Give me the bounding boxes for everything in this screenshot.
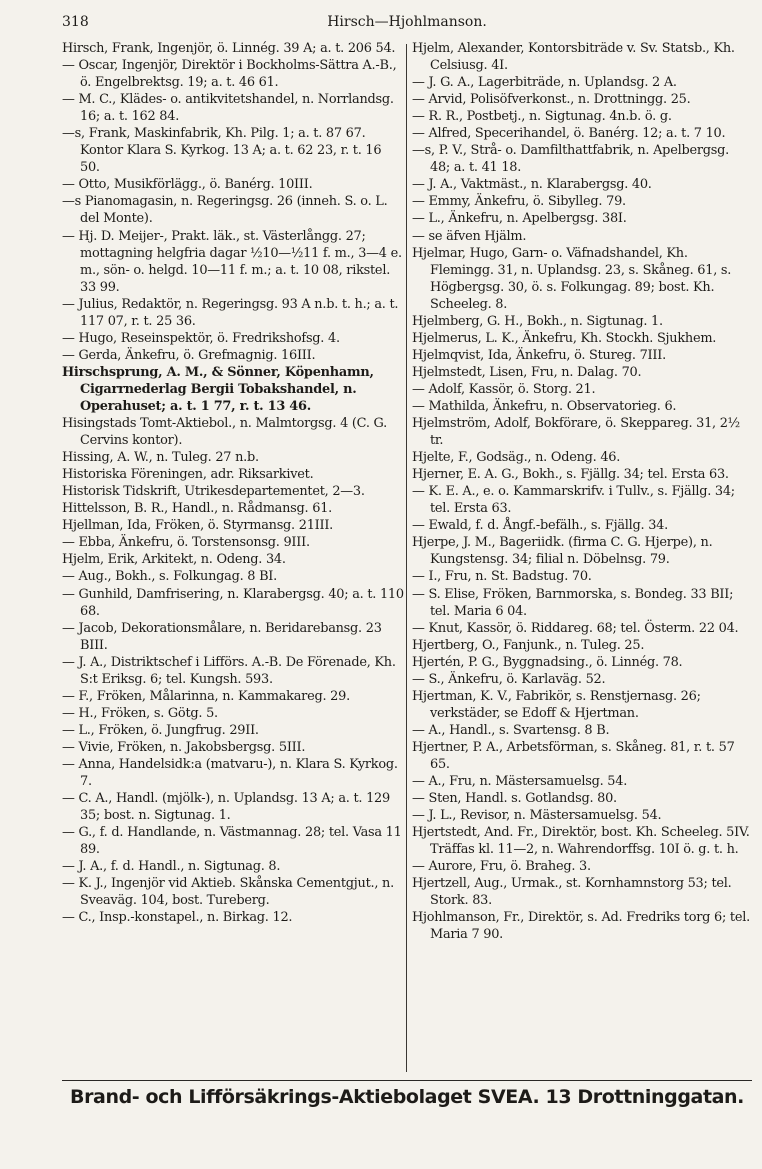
directory-entry: — K. E. A., e. o. Kammarskrifv. i Tullv., s. Fjällg. 34; tel. Ersta 63.: [412, 484, 735, 517]
directory-entry: Historiska Föreningen, adr. Riksarkivet.: [62, 467, 314, 483]
directory-entry: — C. A., Handl. (mjölk-), n. Uplandsg. 13 A; a. t. 129 35; bost. n. Sigtunag. 1.: [62, 791, 390, 824]
directory-entry: Hittelsson, B. R., Handl., n. Rådmansg. 61.: [62, 501, 332, 517]
directory-entry: Hjertman, K. V., Fabrikör, s. Renstjernasg. 26; verkstäder, se Edoff & Hjertman.: [412, 688, 701, 721]
directory-entry: — Adolf, Kassör, ö. Storg. 21.: [412, 381, 596, 397]
column-divider: [406, 44, 407, 1072]
directory-entry: —s Pianomagasin, n. Regeringsg. 26 (inneh. S. o. L. del Monte).: [62, 194, 388, 227]
directory-entry: — Emmy, Änkefru, ö. Sibylleg. 79.: [412, 194, 626, 210]
directory-entry: Hirschsprung, A. M., & Sönner, Köpenhamn, Cigarrnederlag Bergii Tobakshandel, n. Operahuset; a. t. 1 77, r. t. 13 46.: [62, 364, 374, 414]
directory-entry: — Hugo, Reseinspektör, ö. Fredrikshofsg. 4.: [62, 330, 340, 346]
directory-entry: Hjelmqvist, Ida, Änkefru, ö. Stureg. 7III.: [412, 347, 666, 363]
page-number: 318: [62, 14, 89, 30]
directory-entry: — A., Fru, n. Mästersamuelsg. 54.: [412, 774, 628, 790]
directory-entry: — J. L., Revisor, n. Mästersamuelsg. 54.: [412, 808, 662, 824]
directory-entry: — Hj. D. Meijer-, Prakt. läk., st. Västerlångg. 27; mottagning helgfria dagar ½10—½11 f. m., 3—4 e. m., sön- o. helgd. 10—11 f. m.; a. t. 10 08, rikstel. 33 99.: [62, 228, 402, 295]
directory-entry: — K. J., Ingenjör vid Aktieb. Skånska Cementgjut., n. Sveaväg. 104, bost. Tureberg.: [62, 876, 394, 909]
directory-entry: Hjerner, E. A. G., Bokh., s. Fjällg. 34; tel. Ersta 63.: [412, 467, 729, 483]
directory-entry: — Otto, Musikförlägg., ö. Banérg. 10III.: [62, 177, 313, 193]
running-title: Hirsch—Hjohlmanson.: [327, 14, 487, 30]
directory-entry: — Jacob, Dekorationsmålare, n. Beridarebansg. 23 BIII.: [62, 620, 382, 653]
directory-entry: — Ewald, f. d. Ångf.-befälh., s. Fjällg. 34.: [412, 518, 668, 534]
directory-entry: Hjelm, Alexander, Kontorsbiträde v. Sv. Statsb., Kh. Celsiusg. 4I.: [412, 41, 735, 74]
directory-entry: — Vivie, Fröken, n. Jakobsbergsg. 5III.: [62, 739, 306, 755]
directory-entry: Hjertstedt, And. Fr., Direktör, bost. Kh. Scheeleg. 5IV. Träffas kl. 11—2, n. Wahrendorffsg. 10I ö. g. t. h.: [412, 825, 750, 858]
directory-entry: — M. C., Klädes- o. antikvitetshandel, n. Norrlandsg. 16; a. t. 162 84.: [62, 92, 394, 125]
directory-entry: —s, Frank, Maskinfabrik, Kh. Pilg. 1; a. t. 87 67. Kontor Klara S. Kyrkog. 13 A; a. t. 62 23, r. t. 16 50.: [62, 126, 382, 176]
directory-entry: Hjelte, F., Godsäg., n. Odeng. 46.: [412, 450, 621, 466]
directory-entry: — Sten, Handl. s. Gotlandsg. 80.: [412, 791, 617, 807]
directory-entry: — R. R., Postbetj., n. Sigtunag. 4n.b. ö. g.: [412, 109, 672, 125]
directory-entry: — S. Elise, Fröken, Barnmorska, s. Bondeg. 33 BII; tel. Maria 6 04.: [412, 586, 734, 619]
directory-entry: Hjellman, Ida, Fröken, ö. Styrmansg. 21III.: [62, 518, 334, 534]
directory-entry: — H., Fröken, s. Götg. 5.: [62, 705, 218, 721]
directory-entry: — J. A., Distriktschef i Lifförs. A.-B. De Förenade, Kh. S:t Eriksg. 6; tel. Kungsh. 593.: [62, 654, 396, 687]
directory-entry: — Aug., Bokh., s. Folkungag. 8 BI.: [62, 569, 277, 585]
directory-entry: Hjertén, P. G., Byggnadsing., ö. Linnég. 78.: [412, 654, 683, 670]
directory-entry: — Knut, Kassör, ö. Riddareg. 68; tel. Österm. 22 04.: [412, 620, 739, 636]
directory-entry: — Mathilda, Änkefru, n. Observatorieg. 6.: [412, 398, 677, 414]
directory-entry: Hjelm, Erik, Arkitekt, n. Odeng. 34.: [62, 552, 286, 568]
directory-entry: — I., Fru, n. St. Badstug. 70.: [412, 569, 592, 585]
directory-entry: — se äfven Hjälm.: [412, 228, 527, 244]
directory-entry: — Ebba, Änkefru, ö. Torstensonsg. 9III.: [62, 535, 310, 551]
directory-entry: Hjerpe, J. M., Bageriidk. (firma C. G. Hjerpe), n. Kungstensg. 34; filial n. Döbelnsg. 79.: [412, 535, 713, 568]
left-column: [62, 40, 404, 926]
directory-entry: Hisingstads Tomt-Aktiebol., n. Malmtorgsg. 4 (C. G. Cervins kontor).: [62, 416, 387, 449]
footer-advertisement: Brand- och Lifförsäkrings-Aktiebolaget SVEA. 13 Drottninggatan.: [69, 1086, 744, 1108]
right-column: [412, 40, 752, 943]
directory-entry: — F., Fröken, Målarinna, n. Kammakareg. 29.: [62, 688, 350, 704]
directory-entry: Hissing, A. W., n. Tuleg. 27 n.b.: [62, 450, 259, 466]
directory-entry: Hjelmström, Adolf, Bokförare, ö. Skeppareg. 31, 2½ tr.: [412, 416, 740, 449]
directory-entry: — C., Insp.-konstapel., n. Birkag. 12.: [62, 910, 293, 926]
directory-entry: — Gerda, Änkefru, ö. Grefmagnig. 16III.: [62, 347, 316, 363]
directory-entry: Hjelmerus, L. K., Änkefru, Kh. Stockh. Sjukhem.: [412, 330, 717, 346]
directory-entry: Hjohlmanson, Fr., Direktör, s. Ad. Fredriks torg 6; tel. Maria 7 90.: [412, 910, 750, 943]
directory-entry: Hirsch, Frank, Ingenjör, ö. Linnég. 39 A; a. t. 206 54.: [62, 41, 396, 56]
directory-entry: — J. G. A., Lagerbiträde, n. Uplandsg. 2 A.: [412, 75, 677, 91]
directory-entry: Historisk Tidskrift, Utrikesdepartementet, 2—3.: [62, 484, 365, 500]
directory-entry: — Julius, Redaktör, n. Regeringsg. 93 A n.b. t. h.; a. t. 117 07, r. t. 25 36.: [62, 296, 399, 329]
directory-entry: — Aurore, Fru, ö. Braheg. 3.: [412, 859, 591, 875]
directory-entry: — L., Änkefru, n. Apelbergsg. 38I.: [412, 211, 627, 227]
directory-entry: Hjelmberg, G. H., Bokh., n. Sigtunag. 1.: [412, 313, 663, 329]
directory-entry: Hjertzell, Aug., Urmak., st. Kornhamnstorg 53; tel. Stork. 83.: [412, 876, 732, 909]
page-header: [62, 14, 752, 38]
directory-entry: — Anna, Handelsidk:a (matvaru-), n. Klara S. Kyrkog. 7.: [62, 756, 398, 790]
directory-entry: — A., Handl., s. Svartensg. 8 B.: [412, 722, 610, 738]
directory-entry: Hjelmstedt, Lisen, Fru, n. Dalag. 70.: [412, 364, 642, 380]
directory-entry: — Gunhild, Damfrisering, n. Klarabergsg. 40; a. t. 110 68.: [62, 586, 404, 619]
directory-entry: — G., f. d. Handlande, n. Västmannag. 28; tel. Vasa 11 89.: [62, 825, 402, 858]
directory-entry: — Oscar, Ingenjör, Direktör i Bockholms-Sättra A.-B., ö. Engelbrektsg. 19; a. t. 46 61.: [62, 58, 397, 91]
directory-entry: — J. A., Vaktmäst., n. Klarabergsg. 40.: [412, 177, 652, 193]
directory-entry: —s, P. V., Strå- o. Damfilthattfabrik, n. Apelbergsg. 48; a. t. 41 18.: [412, 143, 729, 176]
directory-entry: — L., Fröken, ö. Jungfrug. 29II.: [62, 722, 259, 738]
directory-entry: — S., Änkefru, ö. Karlaväg. 52.: [412, 671, 606, 687]
directory-entry: Hjertberg, O., Fanjunk., n. Tuleg. 25.: [412, 637, 645, 653]
directory-entry: — Alfred, Specerihandel, ö. Banérg. 12; a. t. 7 10.: [412, 126, 726, 142]
directory-entry: Hjertner, P. A., Arbetsförman, s. Skåneg. 81, r. t. 57 65.: [412, 739, 735, 772]
directory-entry: — Arvid, Polisöfverkonst., n. Drottningg. 25.: [412, 92, 691, 108]
directory-entry: Hjelmar, Hugo, Garn- o. Väfnadshandel, Kh. Flemingg. 31, n. Uplandsg. 23, s. Skåneg. 61, s. Högbergsg. 30, ö. s. Folkungag. 89; bost. Kh. Scheeleg. 8.: [412, 245, 732, 312]
footer-rule: [62, 1080, 752, 1081]
directory-entry: — J. A., f. d. Handl., n. Sigtunag. 8.: [62, 859, 281, 875]
